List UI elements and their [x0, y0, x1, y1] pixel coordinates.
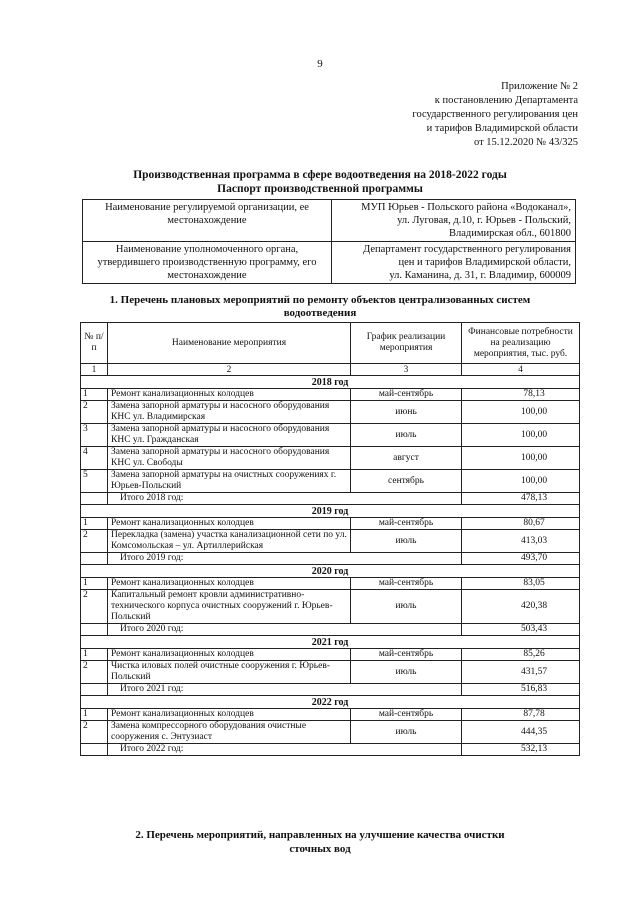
section-title-line: 1. Перечень плановых мероприятий по ремонту объектов централизованных систем: [109, 294, 531, 306]
passport-value: [332, 242, 576, 284]
table-body: [81, 376, 580, 756]
row-number: 3: [81, 424, 108, 447]
header-finance: Финансовые потребности на реализацию мероприятия, тыс. руб.: [462, 323, 580, 364]
appendix-line: Приложение № 2: [501, 81, 578, 92]
measure-schedule: июль: [351, 721, 462, 744]
year-label: 2020 год: [81, 565, 580, 578]
total-num-cell: [81, 553, 108, 565]
page-number: 9: [317, 58, 323, 70]
table-row: [81, 518, 580, 530]
measure-name: Ремонт канализационных колодцев: [108, 649, 351, 661]
year-row: [81, 696, 580, 709]
passport-value-line: ул. Каманина, д. 31, г. Владимир, 600009: [389, 270, 571, 281]
table-row: [81, 649, 580, 661]
passport-table: [82, 199, 576, 284]
appendix-line: и тарифов Владимирской области: [426, 123, 578, 134]
title-line: Производственная программа в сфере водоотведения на 2018-2022 годы: [133, 169, 507, 181]
total-num-cell: [81, 744, 108, 756]
total-num-cell: [81, 684, 108, 696]
row-number: 1: [81, 578, 108, 590]
section-2-title: [0, 828, 640, 856]
row-number: 2: [81, 721, 108, 744]
year-label: 2021 год: [81, 636, 580, 649]
passport-value-line: Департамент государственного регулирования: [363, 244, 571, 255]
measure-name: Капитальный ремонт кровли административно-технического корпуса очистных сооружений г. Юрьев-Польский: [108, 590, 351, 624]
document-title: [0, 168, 640, 196]
header-name: Наименование мероприятия: [108, 323, 351, 364]
year-row: [81, 636, 580, 649]
table-row: [81, 578, 580, 590]
total-label: Итого 2020 год:: [108, 624, 462, 636]
column-number: 1: [81, 364, 108, 376]
table-header-row: [81, 323, 580, 364]
total-amount: 478,13: [462, 493, 580, 505]
table-row: [81, 530, 580, 553]
measure-schedule: июль: [351, 424, 462, 447]
measure-name: Замена запорной арматуры и насосного оборудования КНС ул. Гражданская: [108, 424, 351, 447]
row-number: 1: [81, 649, 108, 661]
measure-schedule: май-сентябрь: [351, 709, 462, 721]
appendix-line: от 15.12.2020 № 43/325: [473, 137, 578, 148]
total-label: Итого 2019 год:: [108, 553, 462, 565]
section-title-line: водоотведения: [283, 307, 357, 319]
measure-amount: 100,00: [462, 424, 580, 447]
measure-amount: 80,67: [462, 518, 580, 530]
section-title-line: сточных вод: [289, 843, 351, 855]
total-label: Итого 2022 год:: [108, 744, 462, 756]
measure-name: Перекладка (замена) участка канализационной сети по ул. Комсомольская – ул. Артиллерийская: [108, 530, 351, 553]
total-row: [81, 684, 580, 696]
measure-name: Ремонт канализационных колодцев: [108, 709, 351, 721]
total-row: [81, 493, 580, 505]
appendix-line: к постановлению Департамента: [434, 95, 578, 106]
measure-schedule: июнь: [351, 401, 462, 424]
measure-schedule: июль: [351, 590, 462, 624]
table-row: [81, 447, 580, 470]
passport-value-line: цен и тарифов Владимирской области,: [398, 257, 571, 268]
column-number: 3: [351, 364, 462, 376]
total-amount: 503,43: [462, 624, 580, 636]
header-num: № п/п: [81, 323, 108, 364]
passport-label: Наименование уполномоченного органа, утвердившего производственную программу, его местонахождение: [83, 242, 332, 284]
table-row: [81, 721, 580, 744]
section-title-line: 2. Перечень мероприятий, направленных на улучшение качества очистки: [135, 829, 505, 841]
passport-row: [83, 242, 576, 284]
column-number-row: [81, 364, 580, 376]
row-number: 5: [81, 470, 108, 493]
total-amount: 532,13: [462, 744, 580, 756]
table-row: [81, 389, 580, 401]
year-row: [81, 376, 580, 389]
row-number: 2: [81, 661, 108, 684]
title-line: Паспорт производственной программы: [217, 183, 423, 195]
table-row: [81, 424, 580, 447]
total-label: Итого 2018 год:: [108, 493, 462, 505]
total-amount: 493,70: [462, 553, 580, 565]
measure-name: Замена компрессорного оборудования очистные сооружения с. Энтузиаст: [108, 721, 351, 744]
passport-row: [83, 200, 576, 242]
total-label: Итого 2021 год:: [108, 684, 462, 696]
measure-name: Замена запорной арматуры и насосного оборудования КНС ул. Владимирская: [108, 401, 351, 424]
measure-name: Чистка иловых полей очистные сооружения г. Юрьев-Польский: [108, 661, 351, 684]
year-row: [81, 505, 580, 518]
row-number: 2: [81, 401, 108, 424]
measure-name: Ремонт канализационных колодцев: [108, 518, 351, 530]
measure-amount: 413,03: [462, 530, 580, 553]
measures-table: [80, 322, 580, 756]
passport-value-line: МУП Юрьев - Польского района «Водоканал»,: [361, 202, 571, 213]
measure-amount: 100,00: [462, 470, 580, 493]
table-row: [81, 590, 580, 624]
measure-schedule: июль: [351, 530, 462, 553]
row-number: 2: [81, 590, 108, 624]
measure-amount: 85,26: [462, 649, 580, 661]
row-number: 2: [81, 530, 108, 553]
measure-schedule: май-сентябрь: [351, 389, 462, 401]
measure-schedule: август: [351, 447, 462, 470]
table-row: [81, 709, 580, 721]
total-row: [81, 553, 580, 565]
measure-schedule: май-сентябрь: [351, 649, 462, 661]
total-num-cell: [81, 493, 108, 505]
total-row: [81, 624, 580, 636]
measure-name: Замена запорной арматуры и насосного оборудования КНС ул. Свободы: [108, 447, 351, 470]
row-number: 1: [81, 709, 108, 721]
measure-amount: 83,05: [462, 578, 580, 590]
measure-amount: 100,00: [462, 401, 580, 424]
year-label: 2019 год: [81, 505, 580, 518]
measure-schedule: май-сентябрь: [351, 518, 462, 530]
measure-amount: 420,38: [462, 590, 580, 624]
column-number: 2: [108, 364, 351, 376]
year-label: 2018 год: [81, 376, 580, 389]
header-schedule: График реализации мероприятия: [351, 323, 462, 364]
table-row: [81, 661, 580, 684]
passport-value-line: ул. Луговая, д.10, г. Юрьев - Польский,: [397, 215, 571, 226]
measure-name: Ремонт канализационных колодцев: [108, 578, 351, 590]
column-number: 4: [462, 364, 580, 376]
measure-amount: 100,00: [462, 447, 580, 470]
passport-label: Наименование регулируемой организации, ее местонахождение: [83, 200, 332, 242]
measure-amount: 78,13: [462, 389, 580, 401]
year-row: [81, 565, 580, 578]
passport-value: [332, 200, 576, 242]
appendix-line: государственного регулирования цен: [412, 109, 578, 120]
year-label: 2022 год: [81, 696, 580, 709]
measure-schedule: май-сентябрь: [351, 578, 462, 590]
passport-value-line: Владимирская обл., 601800: [448, 228, 571, 239]
total-amount: 516,83: [462, 684, 580, 696]
measure-amount: 87,78: [462, 709, 580, 721]
measure-amount: 444,35: [462, 721, 580, 744]
measure-amount: 431,57: [462, 661, 580, 684]
total-row: [81, 744, 580, 756]
table-row: [81, 470, 580, 493]
measure-schedule: июль: [351, 661, 462, 684]
measure-schedule: сентябрь: [351, 470, 462, 493]
measure-name: Ремонт канализационных колодцев: [108, 389, 351, 401]
total-num-cell: [81, 624, 108, 636]
row-number: 1: [81, 518, 108, 530]
row-number: 4: [81, 447, 108, 470]
appendix-note: [318, 80, 578, 150]
measure-name: Замена запорной арматуры на очистных сооружениях г. Юрьев-Польский: [108, 470, 351, 493]
row-number: 1: [81, 389, 108, 401]
section-1-title: [0, 294, 640, 320]
table-row: [81, 401, 580, 424]
